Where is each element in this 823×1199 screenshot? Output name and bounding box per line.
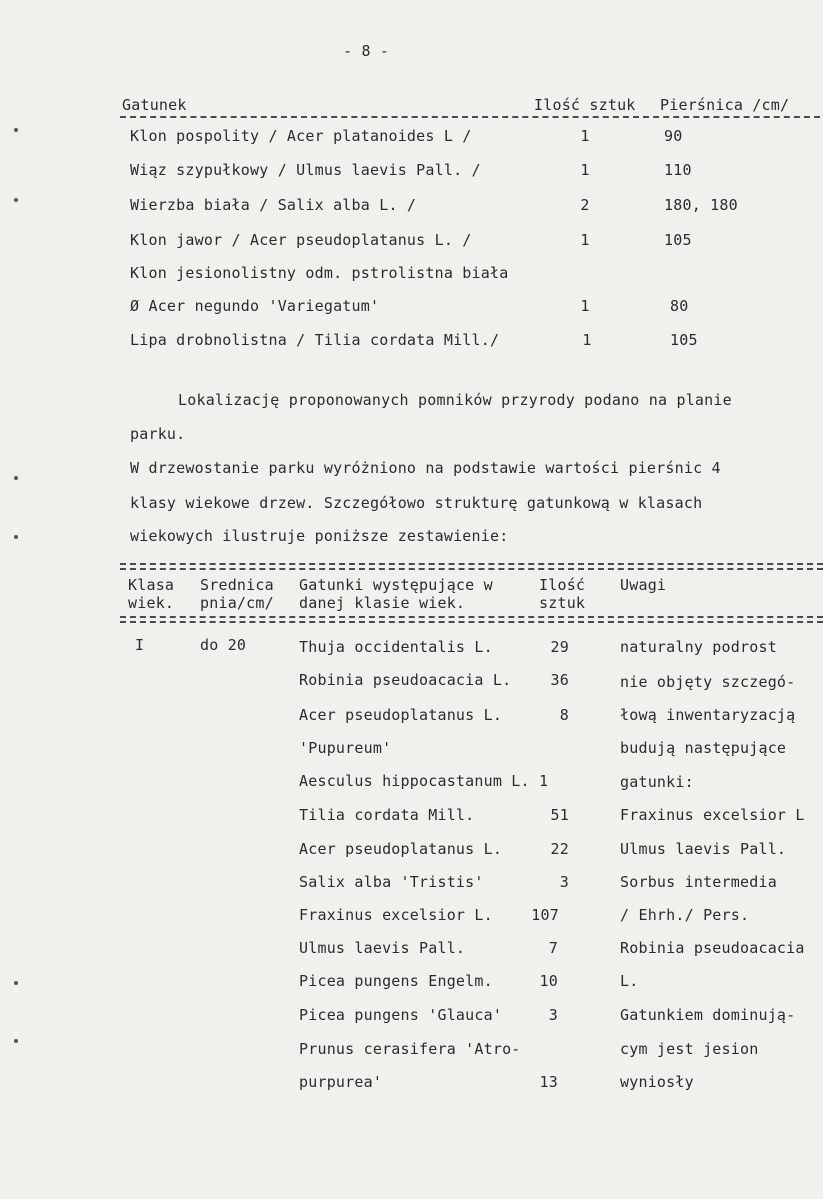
list-row-count: 1 [580,161,590,179]
table-cell-remark: L. [620,972,639,990]
table-cell-remark: Gatunkiem dominują- [620,1006,796,1024]
table-header-ilosc: sztuk [539,594,586,612]
table-cell-species: Thuja occidentalis L. [299,638,493,656]
table-cell-species: Tilia cordata Mill. [299,806,475,824]
list-header-species: Gatunek [122,96,187,114]
list-header-rule [120,116,820,118]
binder-mark [14,1039,18,1043]
table-cell-count: 36 [550,671,569,689]
table-cell-remark: Sorbus intermedia [620,873,777,891]
paragraph-line: parku. [130,425,186,443]
table-header-rule [120,621,823,623]
list-row-count: 2 [580,196,590,214]
table-cell-count: 3 [559,873,569,891]
table-cell-count: 8 [559,706,569,724]
table-cell-count: 22 [550,840,569,858]
table-cell-species: Salix alba 'Tristis' [299,873,484,891]
table-cell-species: 'Pupureum' [299,739,392,757]
table-header-rule [120,616,823,618]
list-row-name: Wierzba biała / Salix alba L. / [130,196,417,214]
table-cell-count: 29 [550,638,569,656]
table-cell-srednica: do 20 [200,636,247,654]
table-cell-remark: Ulmus laevis Pall. [620,840,787,858]
list-row-girth: 105 [670,331,698,349]
table-cell-species: Aesculus hippocastanum L. 1 [299,772,549,790]
list-row-girth: 110 [664,161,692,179]
list-row-name: Klon jawor / Acer pseudoplatanus L. / [130,231,472,249]
binder-mark [14,981,18,985]
table-cell-species: purpurea' [299,1073,383,1091]
table-cell-remark: Fraxinus excelsior L [620,806,805,824]
list-header-count: Ilość sztuk [534,96,636,114]
binder-mark [14,535,18,539]
table-cell-count: 10 [539,972,558,990]
table-cell-species: Ulmus laevis Pall. [299,939,466,957]
table-cell-remark: Robinia pseudoacacia [620,939,805,957]
table-header-ilosc: Ilość [539,576,586,594]
table-cell-count: 3 [548,1006,558,1024]
table-header-srednica: pnia/cm/ [200,594,274,612]
table-cell-count: 7 [548,939,558,957]
table-cell-species: Fraxinus excelsior L. [299,906,493,924]
list-row-girth: 80 [670,297,689,315]
binder-mark [14,476,18,480]
list-row-name: Klon jesionolistny odm. pstrolistna biała [130,264,509,282]
table-cell-remark: cym jest jesion [620,1040,759,1058]
table-cell-count: 13 [539,1073,558,1091]
list-row-name: Lipa drobnolistna / Tilia cordata Mill./ [130,331,500,349]
list-row-count: 1 [580,127,590,145]
list-row-girth: 105 [664,231,692,249]
table-cell-remark: / Ehrh./ Pers. [620,906,750,924]
table-cell-species: Prunus cerasifera 'Atro- [299,1040,521,1058]
table-cell-species: Robinia pseudoacacia L. [299,671,512,689]
list-row-girth: 90 [664,127,683,145]
page-number: - 8 - [343,42,390,60]
paragraph-line: W drzewostanie parku wyróżniono na podstawie wartości pierśnic 4 [130,459,721,477]
list-row-name: Wiąz szypułkowy / Ulmus laevis Pall. / [130,161,481,179]
list-row-count: 1 [582,331,592,349]
paragraph-line: klasy wiekowe drzew. Szczegółowo strukturę gatunkową w klasach [130,494,703,512]
table-cell-remark: gatunki: [620,773,694,791]
table-cell-remark: naturalny podrost [620,638,777,656]
list-row-count: 1 [580,297,590,315]
binder-mark [14,128,18,132]
table-cell-species: Acer pseudoplatanus L. [299,840,503,858]
table-cell-species: Picea pungens Engelm. [299,972,493,990]
list-header-girth: Pierśnica /cm/ [660,96,790,114]
table-header-uwagi: Uwagi [620,576,667,594]
list-row-count: 1 [580,231,590,249]
table-cell-remark: łową inwentaryzacją [620,706,796,724]
binder-mark [14,198,18,202]
list-row-girth: 180, 180 [664,196,738,214]
paragraph-line: Lokalizację proponowanych pomników przyrody podano na planie [178,391,732,409]
table-cell-remark: nie objęty szczegó- [620,673,796,691]
table-header-gatunki: danej klasie wiek. [299,594,466,612]
table-cell-species: Acer pseudoplatanus L. [299,706,503,724]
table-header-srednica: Srednica [200,576,274,594]
table-top-rule [120,563,823,565]
table-header-gatunki: Gatunki występujące w [299,576,493,594]
table-cell-klasa: I [135,636,145,654]
list-row-name: Klon pospolity / Acer platanoides L / [130,127,472,145]
table-header-klasa: wiek. [128,594,175,612]
table-cell-remark: budują następujące [620,739,787,757]
table-cell-remark: wyniosły [620,1073,694,1091]
table-top-rule [120,568,823,570]
list-row-name: Ø Acer negundo 'Variegatum' [130,297,380,315]
table-cell-count: 107 [531,906,559,924]
table-cell-count: 51 [550,806,569,824]
table-header-klasa: Klasa [128,576,175,594]
table-cell-species: Picea pungens 'Glauca' [299,1006,503,1024]
paragraph-line: wiekowych ilustruje poniższe zestawienie: [130,527,509,545]
